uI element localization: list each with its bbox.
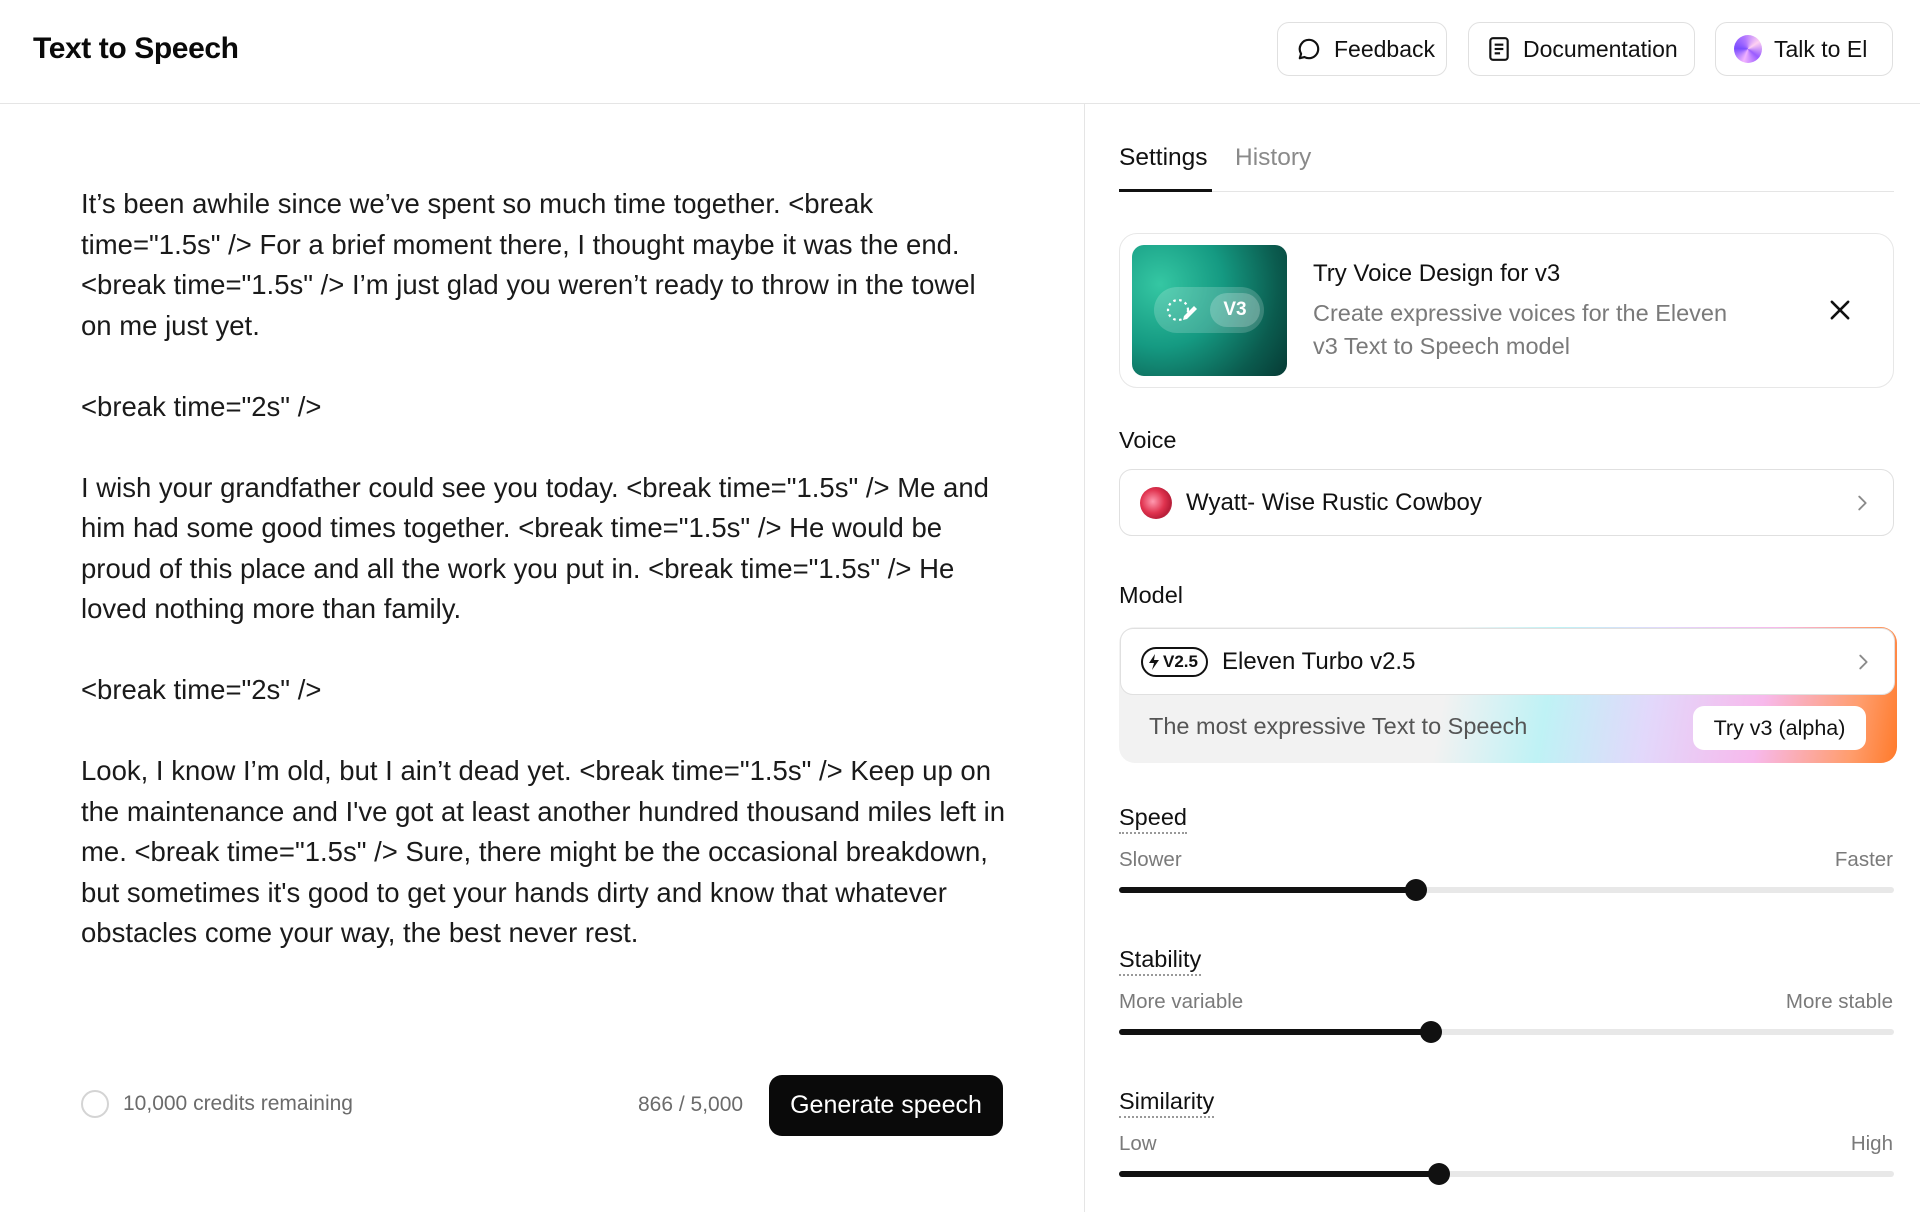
similarity-slider[interactable]	[1119, 1171, 1894, 1177]
stability-slider[interactable]	[1119, 1029, 1894, 1035]
editor-paragraph: <break time="2s" />	[81, 674, 322, 705]
document-icon	[1487, 36, 1511, 62]
voice-name: Wyatt- Wise Rustic Cowboy	[1186, 488, 1482, 516]
voice-design-promo-card[interactable]	[1119, 233, 1894, 388]
stability-slider-fill	[1119, 1029, 1431, 1035]
documentation-label: Documentation	[1523, 35, 1678, 62]
model-badge	[1141, 647, 1208, 677]
try-v3-button[interactable]: Try v3 (alpha)	[1693, 706, 1866, 750]
documentation-button[interactable]	[1468, 22, 1695, 76]
talk-to-el-button[interactable]	[1715, 22, 1893, 76]
close-icon[interactable]	[1826, 296, 1854, 324]
feedback-button[interactable]	[1277, 22, 1447, 76]
top-bar	[0, 0, 1920, 104]
similarity-slider-thumb[interactable]	[1428, 1163, 1450, 1185]
tab-settings[interactable]: Settings	[1119, 144, 1208, 171]
bolt-icon	[1147, 653, 1161, 671]
stability-max-label: More stable	[1785, 990, 1893, 1013]
speed-min-label: Slower	[1119, 848, 1182, 871]
text-editor[interactable]	[81, 184, 1011, 994]
editor-paragraph: It’s been awhile since we’ve spent so much time together. <break time="1.5s" /> For a brief moment there, I thought maybe it was the end. <break time="1.5s" /> I’m just glad you weren’t ready to throw in the towel on me just yet.	[81, 188, 976, 341]
talk-to-el-label: Talk to El	[1774, 35, 1868, 62]
tab-history[interactable]: History	[1235, 144, 1312, 171]
stability-min-label: More variable	[1119, 990, 1244, 1013]
credits-remaining: 10,000 credits remaining	[123, 1092, 353, 1115]
similarity-min-label: Low	[1119, 1132, 1157, 1155]
promo-thumbnail	[1132, 245, 1287, 376]
v3-pill	[1154, 287, 1264, 333]
model-tagline: The most expressive Text to Speech	[1149, 713, 1528, 739]
editor-paragraph: I wish your grandfather could see you today. <break time="1.5s" /> Me and him had some good times together. <break time="1.5s" /> He would be proud of this place and all the work you put in. <break time="1.5s" /> He loved nothing more than family.	[81, 471, 989, 624]
credits-ring-icon	[81, 1090, 109, 1118]
feedback-label: Feedback	[1334, 35, 1436, 62]
chevron-right-icon	[1852, 651, 1874, 673]
panel-tabs	[1119, 140, 1894, 192]
speed-max-label: Faster	[1834, 848, 1893, 871]
orb-icon	[1734, 35, 1762, 63]
speed-title: Speed	[1119, 804, 1187, 834]
credits-indicator	[81, 1090, 353, 1118]
model-selector[interactable]	[1120, 628, 1895, 695]
generate-speech-button[interactable]: Generate speech	[769, 1075, 1003, 1136]
editor-paragraph: Look, I know I’m old, but I ain’t dead yet. <break time="1.5s" /> Keep up on the maintenance and I've got at least another hundred thousand miles left in me. <break time="1.5s" /> Sure, there might be the occasional breakdown, but sometimes it's good to get your hands dirty and know that whatever obstacles come your way, the best never rest.	[81, 755, 1006, 948]
panel-divider	[1084, 104, 1085, 1212]
chevron-right-icon	[1851, 492, 1873, 514]
model-badge-label: V2.5	[1163, 651, 1198, 671]
sparkle-pen-icon	[1164, 294, 1202, 326]
stability-title: Stability	[1119, 946, 1201, 976]
voice-avatar	[1140, 487, 1172, 519]
speech-bubble-icon	[1296, 36, 1322, 62]
speed-slider-thumb[interactable]	[1405, 879, 1427, 901]
speed-slider[interactable]	[1119, 887, 1894, 893]
model-name: Eleven Turbo v2.5	[1221, 647, 1416, 675]
character-count: 866 / 5,000	[638, 1093, 744, 1116]
similarity-max-label: High	[1850, 1132, 1893, 1155]
promo-title: Try Voice Design for v3	[1313, 260, 1561, 287]
voice-label: Voice	[1119, 427, 1177, 453]
page-title: Text to Speech	[33, 32, 239, 65]
stability-slider-thumb[interactable]	[1420, 1021, 1442, 1043]
voice-selector[interactable]	[1119, 469, 1894, 536]
model-label: Model	[1119, 582, 1184, 608]
similarity-title: Similarity	[1119, 1088, 1214, 1118]
editor-paragraph: <break time="2s" />	[81, 390, 322, 422]
v3-badge: V3	[1210, 293, 1260, 327]
speed-slider-fill	[1119, 887, 1416, 893]
promo-description: Create expressive voices for the Eleven v3 Text to Speech model	[1313, 300, 1728, 359]
similarity-slider-fill	[1119, 1171, 1439, 1177]
active-tab-indicator	[1119, 189, 1212, 192]
